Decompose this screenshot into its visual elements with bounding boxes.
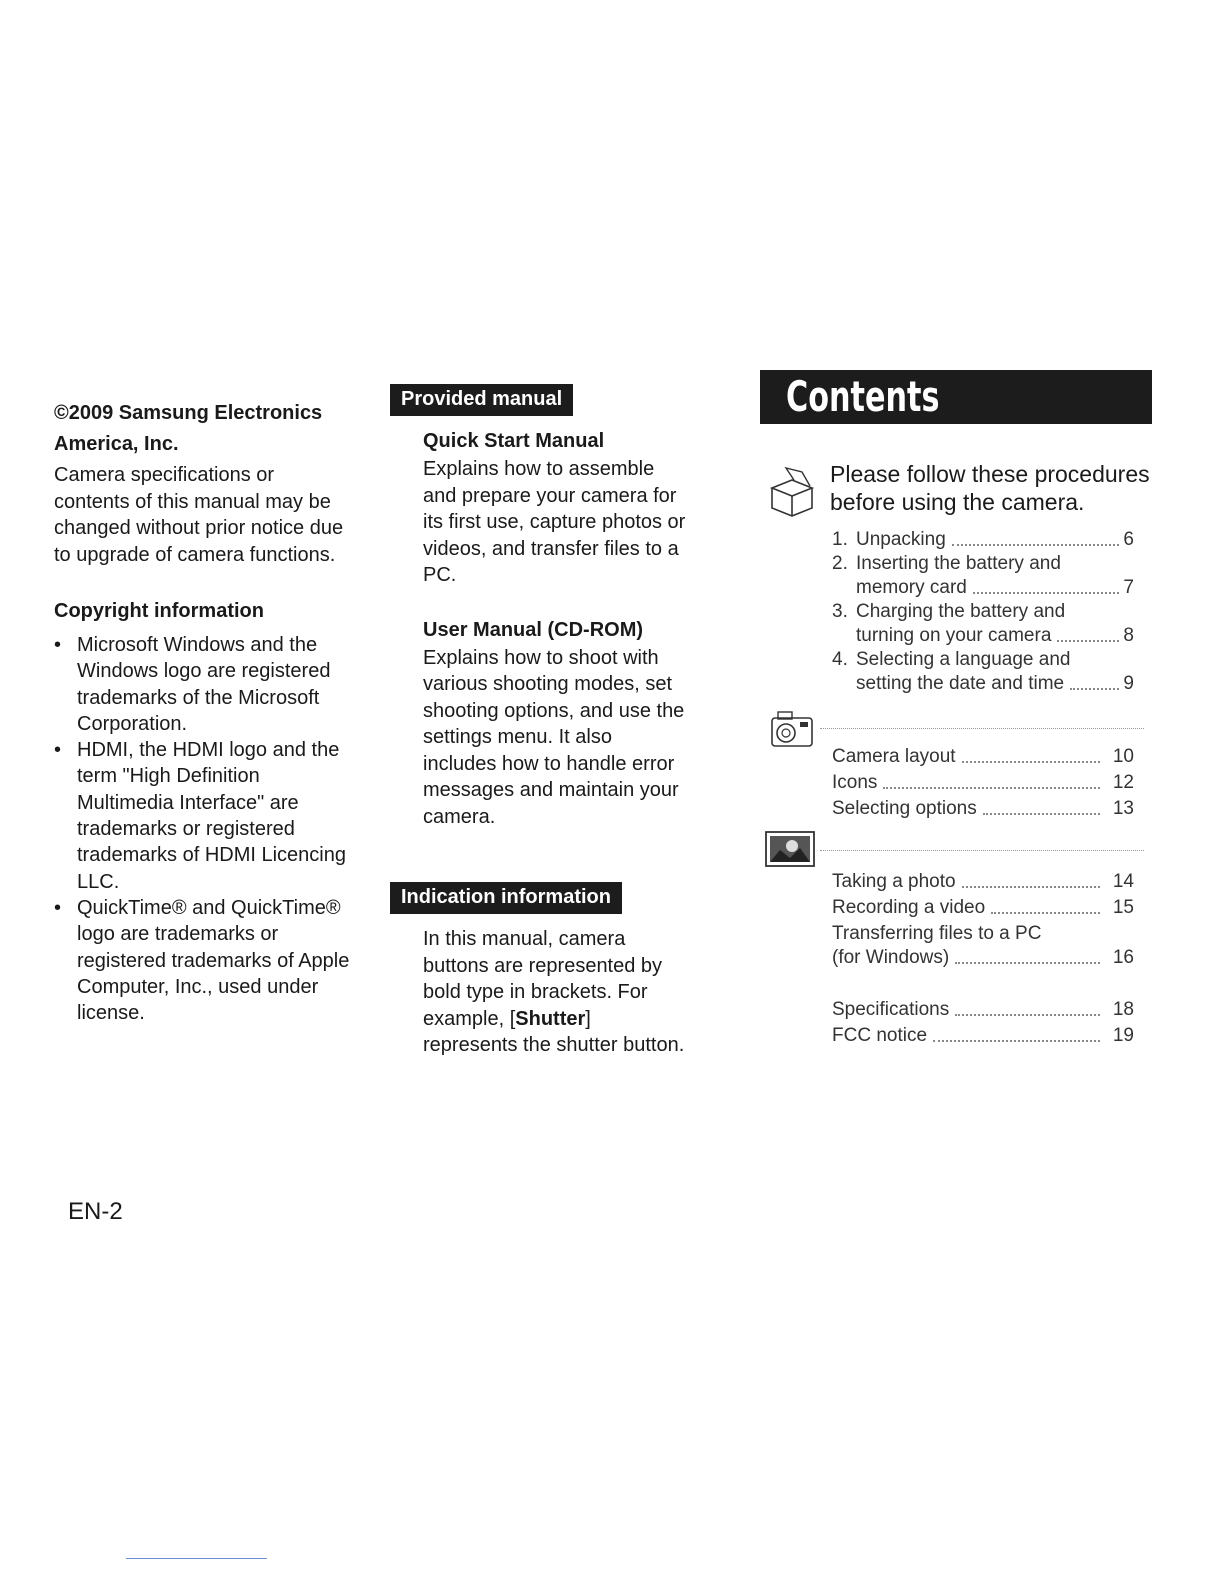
indication-text: In this manual, camera buttons are represented by bold type in brackets. For example, [Shutter] represents the shutter button. bbox=[423, 928, 685, 1056]
extra-section-list bbox=[832, 998, 1134, 1048]
list-item[interactable]: Taking a photo 14 bbox=[832, 871, 1134, 892]
provided-manual-tag: Provided manual bbox=[390, 384, 573, 416]
list-item[interactable]: Selecting options 13 bbox=[832, 798, 1134, 819]
section-divider bbox=[820, 728, 1144, 729]
list-item: • QuickTime® and QuickTime® logo are trademarks or registered trademarks of Apple Computer, Inc., used under license. bbox=[54, 896, 350, 1025]
user-manual-block bbox=[390, 617, 690, 831]
camera-section-list bbox=[832, 745, 1134, 821]
shutter-bold: Shutter bbox=[515, 1007, 586, 1030]
list-item: • Microsoft Windows and the Windows logo are registered trademarks of the Microsoft Corporation. bbox=[54, 634, 331, 735]
quick-start-text: Explains how to assemble and prepare your camera for its first use, capture photos or videos, and transfer files to a PC. bbox=[423, 458, 686, 586]
bottom-divider bbox=[126, 1558, 267, 1559]
copyright-list bbox=[54, 632, 354, 1026]
list-item[interactable]: Transferring files to a PC (for Windows) 16 bbox=[832, 923, 1134, 968]
quick-start-title: Quick Start Manual bbox=[423, 430, 605, 452]
intro-text: Please follow these procedures before using the camera. bbox=[830, 461, 1150, 515]
specs-notice: Camera specifications or contents of this manual may be changed without prior notice due to upgrade of camera functions. bbox=[54, 464, 344, 566]
left-column bbox=[54, 398, 354, 1026]
list-item: • HDMI, the HDMI logo and the term "High Definition Multimedia Interface" are trademarks or registered trademarks of HDMI Licencing LLC. bbox=[54, 739, 346, 893]
company-line-2: America, Inc. bbox=[54, 433, 179, 455]
contents-title: Contents bbox=[786, 372, 940, 421]
section-divider bbox=[820, 850, 1144, 851]
list-item[interactable]: 4. Selecting a language and setting the date and time 9 bbox=[832, 649, 1134, 694]
photo-section-list bbox=[832, 870, 1134, 970]
list-item[interactable]: Recording a video 15 bbox=[832, 897, 1134, 918]
user-manual-text: Explains how to shoot with various shooting modes, set shooting options, and use the settings menu. It also includes how to handle error messages and maintain your camera. bbox=[423, 646, 685, 828]
quick-start-block bbox=[390, 428, 690, 589]
list-item[interactable]: 2. Inserting the battery and memory card 7 bbox=[832, 553, 1134, 598]
contents-column bbox=[760, 370, 1152, 1070]
list-item[interactable]: Icons 12 bbox=[832, 772, 1134, 793]
copyright-heading: Copyright information bbox=[54, 600, 264, 622]
list-item[interactable]: FCC notice 19 bbox=[832, 1025, 1134, 1046]
indication-tag: Indication information bbox=[390, 882, 622, 914]
photo-icon bbox=[762, 828, 820, 872]
user-manual-title: User Manual (CD-ROM) bbox=[423, 618, 644, 641]
indication-block bbox=[390, 926, 690, 1059]
box-icon bbox=[764, 462, 822, 520]
list-item[interactable]: Specifications 18 bbox=[832, 999, 1134, 1020]
page-number: EN-2 bbox=[68, 1198, 123, 1225]
list-item[interactable]: 3. Charging the battery and turning on your camera 8 bbox=[832, 601, 1134, 646]
steps-list bbox=[832, 528, 1134, 696]
middle-column bbox=[390, 384, 690, 1059]
contents-header bbox=[760, 370, 1152, 424]
list-item[interactable]: Camera layout 10 bbox=[832, 746, 1134, 767]
list-item[interactable]: 1. Unpacking 6 bbox=[832, 529, 1134, 550]
company-line-1: ©2009 Samsung Electronics bbox=[54, 402, 323, 424]
camera-icon bbox=[768, 706, 818, 752]
